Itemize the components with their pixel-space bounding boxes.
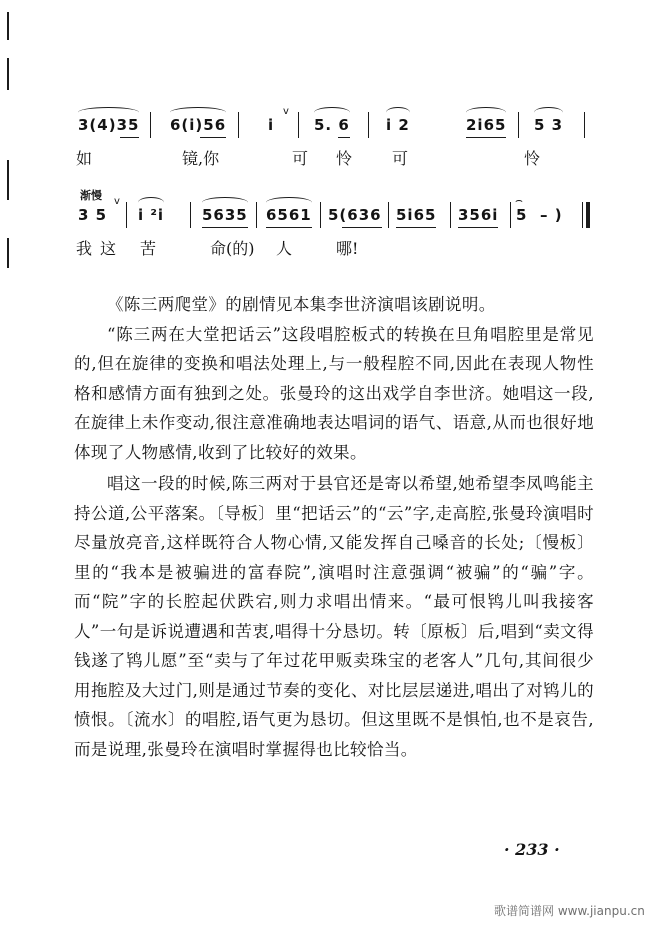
lyric-text: 这 <box>100 239 117 258</box>
page-edge-rule <box>7 160 9 200</box>
lyric-text: 可 <box>292 149 309 168</box>
lyric-text: 人 <box>276 239 293 258</box>
tempo-mark: 渐慢 <box>80 189 102 202</box>
body-text <box>74 290 594 764</box>
lyric-text: 怜 <box>336 149 353 168</box>
paragraph: 《陈三两爬堂》的剧情见本集李世济演唱该剧说明。 <box>107 295 496 314</box>
page-number: · 233 · <box>504 840 560 859</box>
barline <box>450 202 451 228</box>
barline <box>320 202 321 228</box>
barline <box>388 202 389 228</box>
lyric-row-2 <box>78 236 598 258</box>
breath-mark: v <box>114 196 121 207</box>
notation-cell: 5635 <box>202 206 248 224</box>
lyric-text: 怜 <box>524 149 541 168</box>
fermata-mark: ⌢ <box>515 193 524 207</box>
lyric-text: 我 <box>76 239 93 258</box>
notation-cell: 5i65 <box>396 206 436 224</box>
notation-cell: 3 5 <box>78 206 108 224</box>
barline <box>126 202 127 228</box>
notation-cell: 5 <box>516 206 528 224</box>
notation-cell: 5. 6 <box>314 116 350 134</box>
lyric-row-1 <box>78 146 598 168</box>
barline <box>582 202 583 228</box>
lyric-text: 命(的) <box>210 239 255 258</box>
barline <box>518 112 519 138</box>
lyric-text: 苦 <box>140 239 157 258</box>
barline <box>510 202 511 228</box>
breath-mark: v <box>283 106 290 117</box>
paragraph: 唱这一段的时候,陈三两对于县官还是寄以希望,她希望李凤鸣能主持公道,公平落案。〔导板〕里“把话云”的“云”字,走高腔,张曼玲演唱时尽量放亮音,这样既符合人物心情,又能发挥自己嗓音的长处;〔慢板〕里的“我本是被骗进的富春院”,演唱时注意强调“被骗”的“骗”字。而“院”字的长腔起伏跌宕,则力求唱出情来。“最可恨鸨儿叫我接客人”一句是诉说遭遇和苦衷,唱得十分恳切。转〔原板〕后,唱到“卖文得钱遂了鸨儿愿”至“卖与了年过花甲贩卖珠宝的老客人”几句,其间很少用拖腔及大过门,则是通过节奏的变化、对比层层递进,唱出了对鸨儿的愤恨。〔流水〕的唱腔,语气更为恳切。但这里既不是惧怕,也不是哀告,而是说理,张曼玲在演唱时掌握得也比较恰当。 <box>74 474 594 759</box>
notation-cell: 2i65 <box>466 116 506 134</box>
page-edge-rule <box>7 12 9 40</box>
barline <box>256 202 257 228</box>
barline <box>150 112 151 138</box>
final-barline <box>586 202 590 228</box>
lyric-text: 哪! <box>336 239 359 258</box>
notation-cell: 5 3 <box>534 116 563 134</box>
notation-cell: 6561 <box>266 206 312 224</box>
barline <box>584 112 585 138</box>
notation-row-1 <box>78 106 598 138</box>
watermark: 歌谱简谱网 www.jianpu.cn <box>494 904 645 918</box>
paragraph: “陈三两在大堂把话云”这段唱腔板式的转换在旦角唱腔里是常见的,但在旋律的变换和唱法处理上,与一般程腔不同,因此在表现人物性格和感情方面有独到之处。张曼玲的这出戏学自李世济。她唱这一段,在旋律上未作变动,很注意准确地表达唱词的语气、语意,从而也很好地体现了人物感情,收到了比较好的效果。 <box>74 324 594 462</box>
notation-cell: i ²i <box>138 206 164 224</box>
barline <box>298 112 299 138</box>
barline <box>368 112 369 138</box>
lyric-text: 可 <box>392 149 409 168</box>
notation-cell: 356i <box>458 206 498 224</box>
notation-cell: 6(i)56 <box>170 116 226 134</box>
notation-cell: i 2 <box>386 116 410 134</box>
lyric-text: 如 <box>76 149 93 168</box>
barline <box>190 202 191 228</box>
notation-cell: 5(636 <box>328 206 382 224</box>
page-edge-rule <box>7 58 9 90</box>
lyric-text: 镜,你 <box>182 149 220 168</box>
notation-cell: 3(4)35 <box>78 116 139 134</box>
barline <box>238 112 239 138</box>
notation-cell: i <box>268 116 275 134</box>
page-edge-rule <box>7 238 9 268</box>
notation-cell: – ) <box>540 206 563 224</box>
